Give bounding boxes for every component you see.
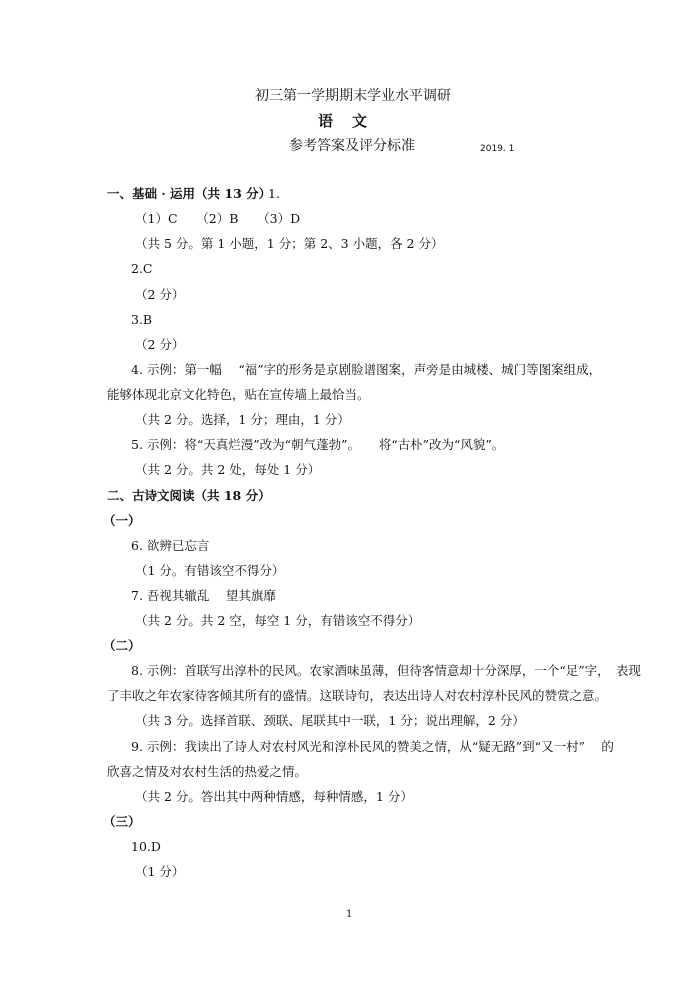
subject-heading: 语 文 (318, 112, 370, 130)
answer-q7: 7. 吾视其辙乱 望其旗靡 (131, 588, 276, 603)
score-q8: （共 3 分。选择首联、颈联、尾联其中一联，1 分；说出理解，2 分） (135, 713, 525, 728)
section-heading-classical: 二、古诗文阅读（共 18 分） (107, 488, 271, 503)
answer-q8-line2: 了丰收之年农家待客倾其所有的盛情。这联诗句，表达出诗人对农村淳朴民风的赞赏之意。 (107, 688, 608, 703)
answer-q1: （1）C （2）B （3）D (135, 211, 301, 226)
answer-q8-line1: 8. 示例：首联写出淳朴的民风。农家酒味虽薄，但待客情意却十分深厚，一个“足”字， 表现 (131, 663, 641, 678)
answer-q6: 6. 欲辨已忘言 (131, 538, 210, 553)
subsection-2-label: （二） (103, 638, 141, 653)
score-q4: （共 2 分。选择，1 分；理由，1 分） (135, 412, 350, 427)
score-q3: （2 分） (135, 337, 185, 352)
section-heading-basics: 一、基础 · 运用（共 13 分） (107, 186, 272, 201)
score-q7: （共 2 分。共 2 空，每空 1 分，有错该空不得分） (135, 613, 421, 628)
score-q1: （共 5 分。第 1 小题，1 分；第 2、3 小题，各 2 分） (135, 236, 444, 251)
subsection-1-label: （一） (103, 513, 141, 528)
answer-q9-line2: 欣喜之情及对农村生活的热爱之情。 (107, 764, 308, 779)
score-q10: （1 分） (135, 864, 185, 879)
score-q5: （共 2 分。共 2 处，每处 1 分） (135, 462, 321, 477)
answer-q3: 3.B (131, 312, 153, 327)
subsection-3-label: （三） (103, 814, 141, 829)
score-q6: （1 分。有错该空不得分） (135, 563, 285, 578)
score-q2: （2 分） (135, 287, 185, 302)
page-number: 1 (346, 909, 353, 920)
answer-q2: 2.C (131, 261, 153, 276)
answer-q9-line1: 9. 示例：我读出了诗人对农村风光和淳朴民风的赞美之情，从“疑无路”到“又一村” 的 (131, 739, 614, 754)
answer-q4-line2: 能够体现北京文化特色，贴在宣传墙上最恰当。 (107, 387, 370, 402)
answer-q4-line1: 4. 示例：第一幅 “福”字的形务是京剧脸谱图案，声旁是由城楼、城门等图案组成， (131, 362, 602, 377)
document-date: 2019. 1 (480, 144, 515, 154)
answer-q5: 5. 示例：将“天真烂漫”改为“朝气蓬勃”。 将“古朴”改为“风貌”。 (131, 437, 505, 452)
document-title: 初三第一学期期末学业水平调研 (255, 88, 451, 104)
answer-q10: 10.D (131, 839, 161, 854)
question-number-1: 1. (268, 186, 280, 201)
document-subtitle: 参考答案及评分标准 (289, 138, 415, 154)
score-q9: （共 2 分。答出其中两种情感，每种情感，1 分） (135, 789, 413, 804)
